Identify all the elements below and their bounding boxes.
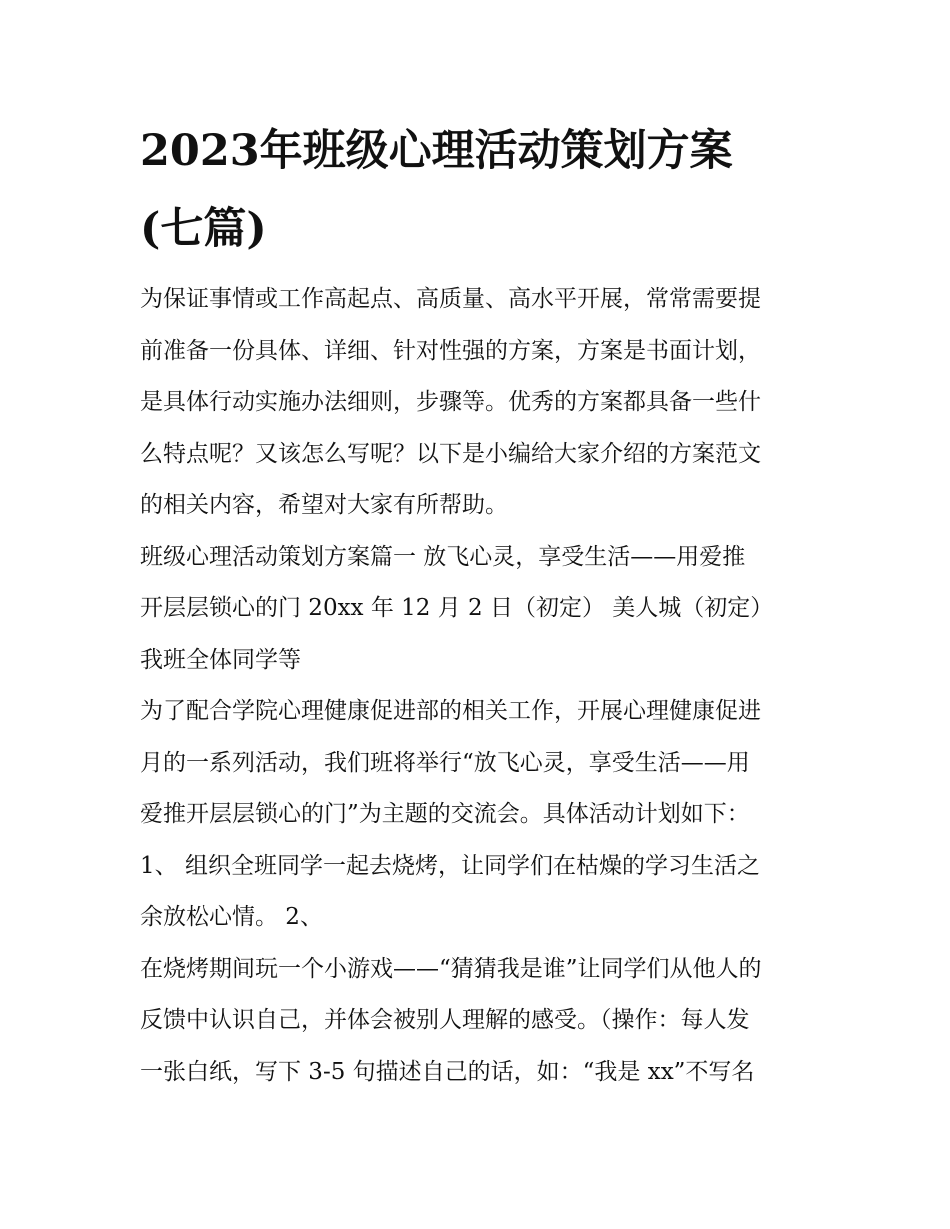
body-line: 我班全体同学等 xyxy=(140,646,301,673)
title-line-2: (七篇) xyxy=(140,204,267,254)
body-line: 么特点呢？又该怎么写呢？以下是小编给大家介绍的方案范文 xyxy=(140,440,761,467)
body-line: 的相关内容，希望对大家有所帮助。 xyxy=(140,492,508,518)
body-line: 在烧烤期间玩一个小游戏——“猜猜我是谁”让同学们从他人的 xyxy=(140,955,762,982)
body-line: 是具体行动实施办法细则，步骤等。优秀的方案都具备一些什 xyxy=(140,389,761,415)
body-line: 反馈中认识自己，并体会被别人理解的感受。（操作：每人发 xyxy=(140,1007,750,1033)
body-line: 为保证事情或工作高起点、高质量、高水平开展，常常需要提 xyxy=(140,286,761,312)
body-line: 班级心理活动策划方案篇一 放飞心灵，享受生活——用爱推 xyxy=(140,543,746,570)
body-line: 爱推开层层锁心的门”为主题的交流会。具体活动计划如下： xyxy=(140,801,750,827)
body-line: 月的一系列活动，我们班将举行“放飞心灵，享受生活——用 xyxy=(140,749,750,776)
document-title xyxy=(140,112,816,268)
body-line: 一张白纸，写下 3-5 句描述自己的话，如：“我是 xx”不写名 xyxy=(140,1058,755,1085)
body-line: 为了配合学院心理健康促进部的相关工作，开展心理健康促进 xyxy=(140,698,761,724)
body-line: 1、 组织全班同学一起去烧烤，让同学们在枯燥的学习生活之 xyxy=(140,852,760,879)
body-line: 余放松心情。 2、 xyxy=(140,904,323,930)
title-line-1: 2023年班级心理活动策划方案 xyxy=(140,126,733,176)
body-line: 开层层锁心的门 20xx 年 12 月 2 日（初定） 美人城（初定） xyxy=(140,595,774,621)
body-line: 前准备一份具体、详细、针对性强的方案，方案是书面计划， xyxy=(140,337,761,364)
document-body xyxy=(140,112,816,1098)
